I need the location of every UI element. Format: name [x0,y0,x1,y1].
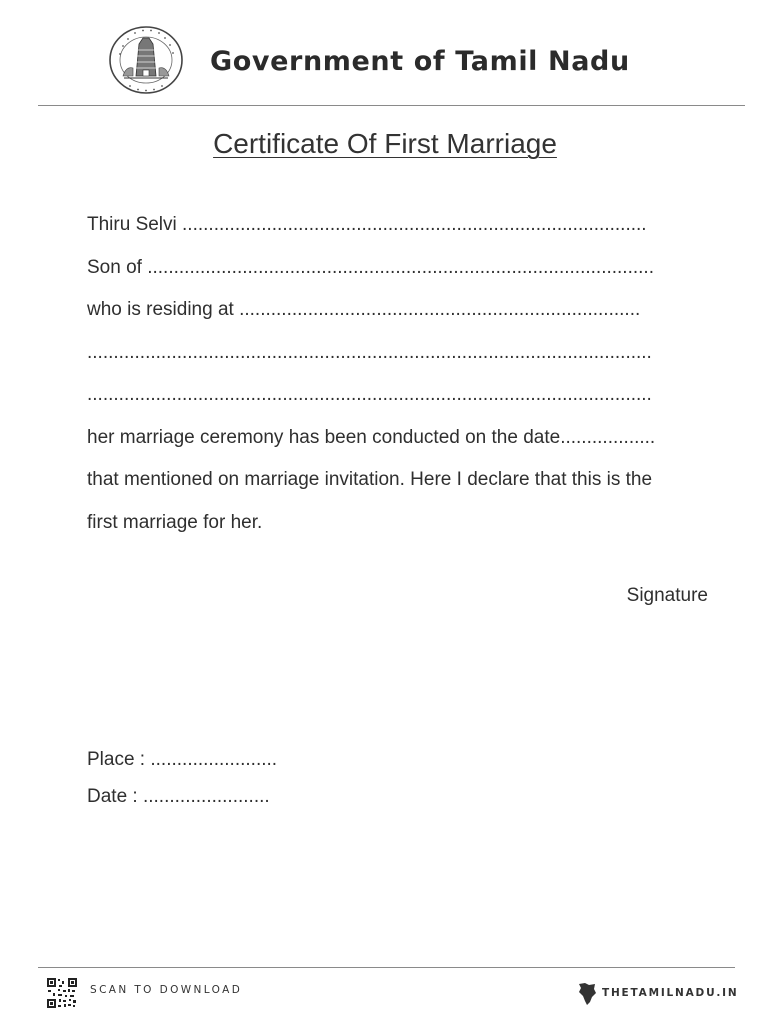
son-of-line: Son of ................................................................................................ [87,257,654,278]
date-line: Date : ........................ [87,786,270,807]
thiru-selvi-line: Thiru Selvi ........................................................................................ [87,214,647,235]
ceremony-date-line: her marriage ceremony has been conducted on the date.................. [87,427,656,448]
header-divider [38,105,745,106]
invitation-line: that mentioned on marriage invitation. Here I declare that this is the [87,469,653,490]
residing-at-line: who is residing at ............................................................................ [87,299,641,320]
tamil-nadu-emblem-icon [106,24,186,96]
scan-to-download-label: SCAN TO DOWNLOAD [90,984,243,996]
site-link[interactable]: THETAMILNADU.IN [602,987,739,999]
place-line: Place : ........................ [87,749,278,770]
certificate-title: Certificate Of First Marriage [213,128,557,159]
address-blank-line: ........................................................................................................... [87,384,652,405]
tamil-nadu-map-icon [576,982,598,1006]
header-title: Government of Tamil Nadu [210,46,630,77]
signature-label: Signature [626,585,708,606]
qr-code-icon[interactable] [46,977,78,1009]
first-marriage-line: first marriage for her. [87,512,263,533]
address-blank-line: ........................................................................................................... [87,342,652,363]
footer-divider [38,967,735,968]
